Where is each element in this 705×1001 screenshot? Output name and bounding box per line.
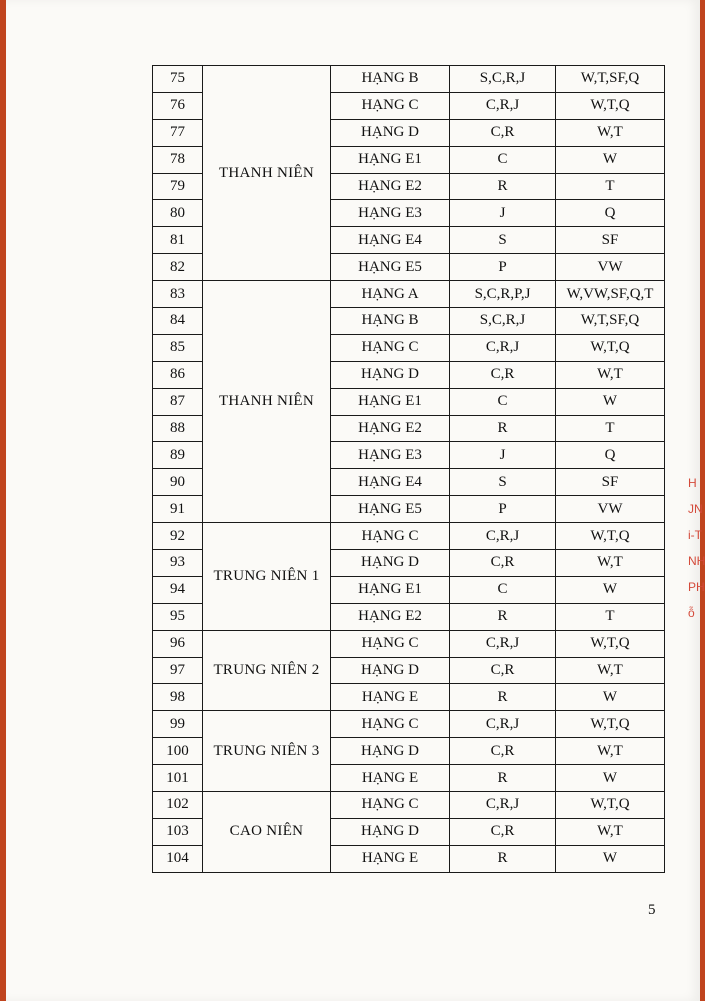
- category-code-cell: C,R,J: [450, 711, 556, 738]
- row-number-cell: 94: [153, 576, 203, 603]
- row-number-cell: 100: [153, 738, 203, 765]
- stamp-text: i-T: [688, 528, 702, 542]
- requirement-cell: W,T,Q: [556, 523, 665, 550]
- row-number-cell: 79: [153, 173, 203, 200]
- requirement-cell: W,VW,SF,Q,T: [556, 281, 665, 308]
- requirement-cell: T: [556, 173, 665, 200]
- row-number-cell: 84: [153, 308, 203, 335]
- stamp-text: H: [688, 476, 697, 490]
- row-number-cell: 101: [153, 765, 203, 792]
- category-code-cell: C,R: [450, 550, 556, 577]
- category-code-cell: C: [450, 146, 556, 173]
- rank-cell: HẠNG E3: [331, 200, 450, 227]
- category-code-cell: C,R,J: [450, 334, 556, 361]
- rank-cell: HẠNG E5: [331, 254, 450, 281]
- stamp-text: ỗ: [688, 606, 695, 620]
- rank-cell: HẠNG D: [331, 657, 450, 684]
- rank-cell: HẠNG E5: [331, 496, 450, 523]
- requirement-cell: W,T: [556, 119, 665, 146]
- row-number-cell: 86: [153, 361, 203, 388]
- rank-cell: HẠNG C: [331, 792, 450, 819]
- category-code-cell: R: [450, 684, 556, 711]
- category-code-cell: C,R: [450, 738, 556, 765]
- table-row: [153, 281, 665, 308]
- row-number-cell: 104: [153, 845, 203, 872]
- rank-cell: HẠNG D: [331, 550, 450, 577]
- category-code-cell: J: [450, 200, 556, 227]
- row-number-cell: 96: [153, 630, 203, 657]
- requirement-cell: VW: [556, 254, 665, 281]
- rank-cell: HẠNG E1: [331, 388, 450, 415]
- rank-cell: HẠNG E4: [331, 469, 450, 496]
- row-number-cell: 92: [153, 523, 203, 550]
- rank-cell: HẠNG D: [331, 361, 450, 388]
- requirement-cell: W,T,Q: [556, 792, 665, 819]
- age-group-cell: TRUNG NIÊN 3: [203, 711, 331, 792]
- category-code-cell: R: [450, 765, 556, 792]
- rank-cell: HẠNG E1: [331, 576, 450, 603]
- row-number-cell: 81: [153, 227, 203, 254]
- rank-cell: HẠNG A: [331, 281, 450, 308]
- rank-cell: HẠNG E2: [331, 415, 450, 442]
- category-code-cell: C,R: [450, 657, 556, 684]
- row-number-cell: 98: [153, 684, 203, 711]
- age-group-cell: TRUNG NIÊN 2: [203, 630, 331, 711]
- requirement-cell: Q: [556, 200, 665, 227]
- category-code-cell: S,C,R,J: [450, 308, 556, 335]
- rank-cell: HẠNG E3: [331, 442, 450, 469]
- category-code-cell: C,R,J: [450, 523, 556, 550]
- category-code-cell: S: [450, 469, 556, 496]
- requirement-cell: SF: [556, 227, 665, 254]
- row-number-cell: 80: [153, 200, 203, 227]
- age-group-cell: TRUNG NIÊN 1: [203, 523, 331, 631]
- category-code-cell: S: [450, 227, 556, 254]
- rank-cell: HẠNG E: [331, 845, 450, 872]
- stamp-text: JN: [688, 502, 703, 516]
- rank-cell: HẠNG D: [331, 119, 450, 146]
- requirement-cell: Q: [556, 442, 665, 469]
- requirement-cell: W,T: [556, 818, 665, 845]
- requirement-cell: W,T,Q: [556, 92, 665, 119]
- requirement-cell: W: [556, 765, 665, 792]
- age-group-cell: THANH NIÊN: [203, 66, 331, 281]
- category-code-cell: C: [450, 576, 556, 603]
- rank-cell: HẠNG B: [331, 66, 450, 93]
- requirement-cell: SF: [556, 469, 665, 496]
- requirement-cell: W,T: [556, 550, 665, 577]
- row-number-cell: 91: [153, 496, 203, 523]
- rank-cell: HẠNG C: [331, 523, 450, 550]
- table-row: [153, 630, 665, 657]
- stamp-text: PH: [688, 580, 705, 594]
- requirement-cell: W: [556, 388, 665, 415]
- page-number: 5: [648, 902, 656, 918]
- category-code-cell: C,R,J: [450, 630, 556, 657]
- row-number-cell: 77: [153, 119, 203, 146]
- category-code-cell: R: [450, 603, 556, 630]
- row-number-cell: 75: [153, 66, 203, 93]
- requirement-cell: W,T,Q: [556, 630, 665, 657]
- rank-cell: HẠNG E: [331, 684, 450, 711]
- row-number-cell: 78: [153, 146, 203, 173]
- row-number-cell: 93: [153, 550, 203, 577]
- requirement-cell: W,T,Q: [556, 334, 665, 361]
- rank-cell: HẠNG C: [331, 334, 450, 361]
- category-code-cell: P: [450, 496, 556, 523]
- grade-table-body: [153, 66, 665, 873]
- row-number-cell: 90: [153, 469, 203, 496]
- row-number-cell: 88: [153, 415, 203, 442]
- age-group-cell: THANH NIÊN: [203, 281, 331, 523]
- rank-cell: HẠNG E2: [331, 173, 450, 200]
- row-number-cell: 87: [153, 388, 203, 415]
- rank-cell: HẠNG E4: [331, 227, 450, 254]
- row-number-cell: 103: [153, 818, 203, 845]
- requirement-cell: W: [556, 146, 665, 173]
- rank-cell: HẠNG E: [331, 765, 450, 792]
- requirement-cell: T: [556, 415, 665, 442]
- category-code-cell: C,R,J: [450, 792, 556, 819]
- category-code-cell: S,C,R,J: [450, 66, 556, 93]
- row-number-cell: 89: [153, 442, 203, 469]
- requirement-cell: W,T: [556, 361, 665, 388]
- row-number-cell: 76: [153, 92, 203, 119]
- table-row: [153, 523, 665, 550]
- requirement-cell: W,T,SF,Q: [556, 308, 665, 335]
- grade-table: [152, 65, 665, 873]
- row-number-cell: 99: [153, 711, 203, 738]
- category-code-cell: C,R: [450, 818, 556, 845]
- rank-cell: HẠNG E1: [331, 146, 450, 173]
- category-code-cell: R: [450, 415, 556, 442]
- category-code-cell: P: [450, 254, 556, 281]
- rank-cell: HẠNG C: [331, 92, 450, 119]
- rank-cell: HẠNG C: [331, 630, 450, 657]
- table-row: [153, 66, 665, 93]
- rank-cell: HẠNG B: [331, 308, 450, 335]
- document-page: [6, 0, 705, 1001]
- category-code-cell: R: [450, 845, 556, 872]
- rank-cell: HẠNG C: [331, 711, 450, 738]
- category-code-cell: C,R: [450, 119, 556, 146]
- requirement-cell: W,T,SF,Q: [556, 66, 665, 93]
- requirement-cell: W,T: [556, 657, 665, 684]
- row-number-cell: 97: [153, 657, 203, 684]
- age-group-cell: CAO NIÊN: [203, 792, 331, 873]
- requirement-cell: W: [556, 576, 665, 603]
- row-number-cell: 102: [153, 792, 203, 819]
- table-row: [153, 792, 665, 819]
- category-code-cell: J: [450, 442, 556, 469]
- category-code-cell: C,R: [450, 361, 556, 388]
- category-code-cell: R: [450, 173, 556, 200]
- requirement-cell: W: [556, 845, 665, 872]
- category-code-cell: S,C,R,P,J: [450, 281, 556, 308]
- requirement-cell: VW: [556, 496, 665, 523]
- red-stamp-fragment: [688, 470, 705, 626]
- stamp-text: NH: [688, 554, 705, 568]
- rank-cell: HẠNG E2: [331, 603, 450, 630]
- table-row: [153, 711, 665, 738]
- row-number-cell: 95: [153, 603, 203, 630]
- requirement-cell: T: [556, 603, 665, 630]
- row-number-cell: 83: [153, 281, 203, 308]
- rank-cell: HẠNG D: [331, 738, 450, 765]
- row-number-cell: 82: [153, 254, 203, 281]
- category-code-cell: C: [450, 388, 556, 415]
- requirement-cell: W,T: [556, 738, 665, 765]
- row-number-cell: 85: [153, 334, 203, 361]
- requirement-cell: W,T,Q: [556, 711, 665, 738]
- requirement-cell: W: [556, 684, 665, 711]
- rank-cell: HẠNG D: [331, 818, 450, 845]
- category-code-cell: C,R,J: [450, 92, 556, 119]
